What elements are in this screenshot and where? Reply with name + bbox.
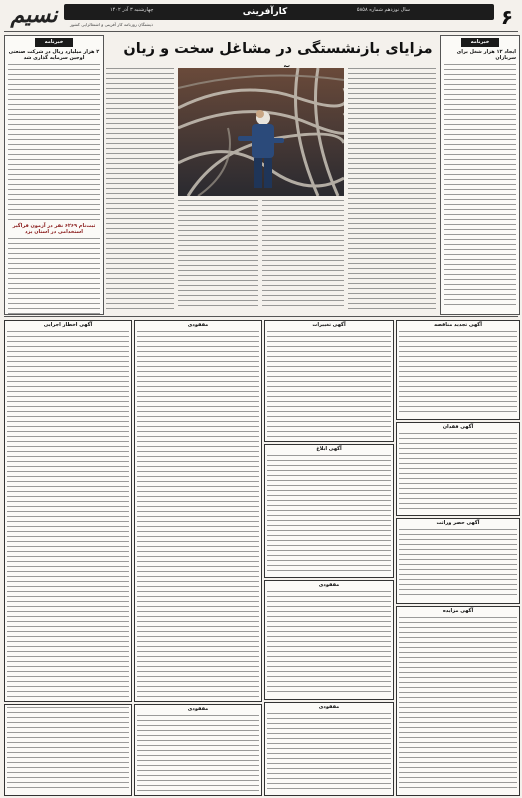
ad-block-8-title: مفقودی xyxy=(318,704,340,710)
ad-block-9 xyxy=(134,320,262,702)
ad-block-5 xyxy=(264,320,394,442)
header-divider xyxy=(4,31,518,32)
ad-block-11 xyxy=(4,320,132,702)
main-article-photo xyxy=(178,68,344,196)
main-headline: مزایای بازنشستگی در مشاغل سخت و زیان xyxy=(123,41,433,57)
left-column-body-1 xyxy=(8,64,100,220)
ad-block-3-title: آگهی حصر وراثت xyxy=(436,520,480,526)
main-article-body-col-4 xyxy=(106,68,174,310)
section-title: کارآفرینی xyxy=(242,7,288,17)
ad-block-11-title: آگهی اخطار اجرایی xyxy=(43,322,93,328)
ad-block-9-title: مفقودی xyxy=(187,322,209,328)
ad-block-8 xyxy=(264,702,394,796)
mid-divider xyxy=(4,316,518,317)
issue-info: سال نوزدهم شماره ۵۸۵۸ xyxy=(356,7,410,13)
masthead-logo: نسیم xyxy=(10,2,58,28)
right-column-headline: ایجاد ۱۲ هزار شغل برای سربازان xyxy=(456,49,516,61)
ad-block-6 xyxy=(264,444,394,578)
left-column-headline-2: ثبت‌نام ۶۲۶۹ نفر در آزمون فراگیر استخدامی در استان یزد xyxy=(12,223,96,235)
ad-block-4-title: آگهی مزایده xyxy=(442,608,474,614)
ad-block-5-title: آگهی تغییرات xyxy=(312,322,346,328)
left-column-headline-1: ۲ هزار میلیارد ریال در شرکت صنعتی اوجین سرمایه گذاری شد xyxy=(8,49,100,61)
left-column xyxy=(4,35,104,315)
ad-block-4 xyxy=(396,606,520,796)
main-article-body-col-3 xyxy=(178,200,258,310)
ad-block-1-title: آگهی تجدید مناقصه xyxy=(434,322,482,328)
ad-block-3 xyxy=(396,518,520,604)
ad-block-6-title: آگهی ابلاغ xyxy=(316,446,342,452)
page-number: ۶ xyxy=(500,5,514,29)
main-article-body-col-2 xyxy=(262,200,344,310)
ad-block-7 xyxy=(264,580,394,700)
right-column-body xyxy=(444,64,516,306)
ad-block-12 xyxy=(4,704,132,796)
right-column-kicker: خبرنامه xyxy=(461,38,499,47)
ad-block-2 xyxy=(396,422,520,516)
main-article-body-col-1 xyxy=(348,68,436,310)
ad-block-7-title: مفقودی xyxy=(318,582,340,588)
ad-block-2-title: آگهی فقدان xyxy=(442,424,474,430)
left-column-body-2 xyxy=(8,238,100,314)
ad-block-10-title: مفقودی xyxy=(187,706,209,712)
ad-block-1 xyxy=(396,320,520,420)
ad-block-10 xyxy=(134,704,262,796)
left-column-kicker: خبرنامه xyxy=(35,38,73,47)
right-column xyxy=(440,35,520,315)
tagline: ذیشتگان روزنامه کار آفرینی و اشتغالزایی کشور xyxy=(70,22,153,27)
publication-date: چهارشنبه ۳ آذر ۱۴۰۲ xyxy=(110,7,154,13)
